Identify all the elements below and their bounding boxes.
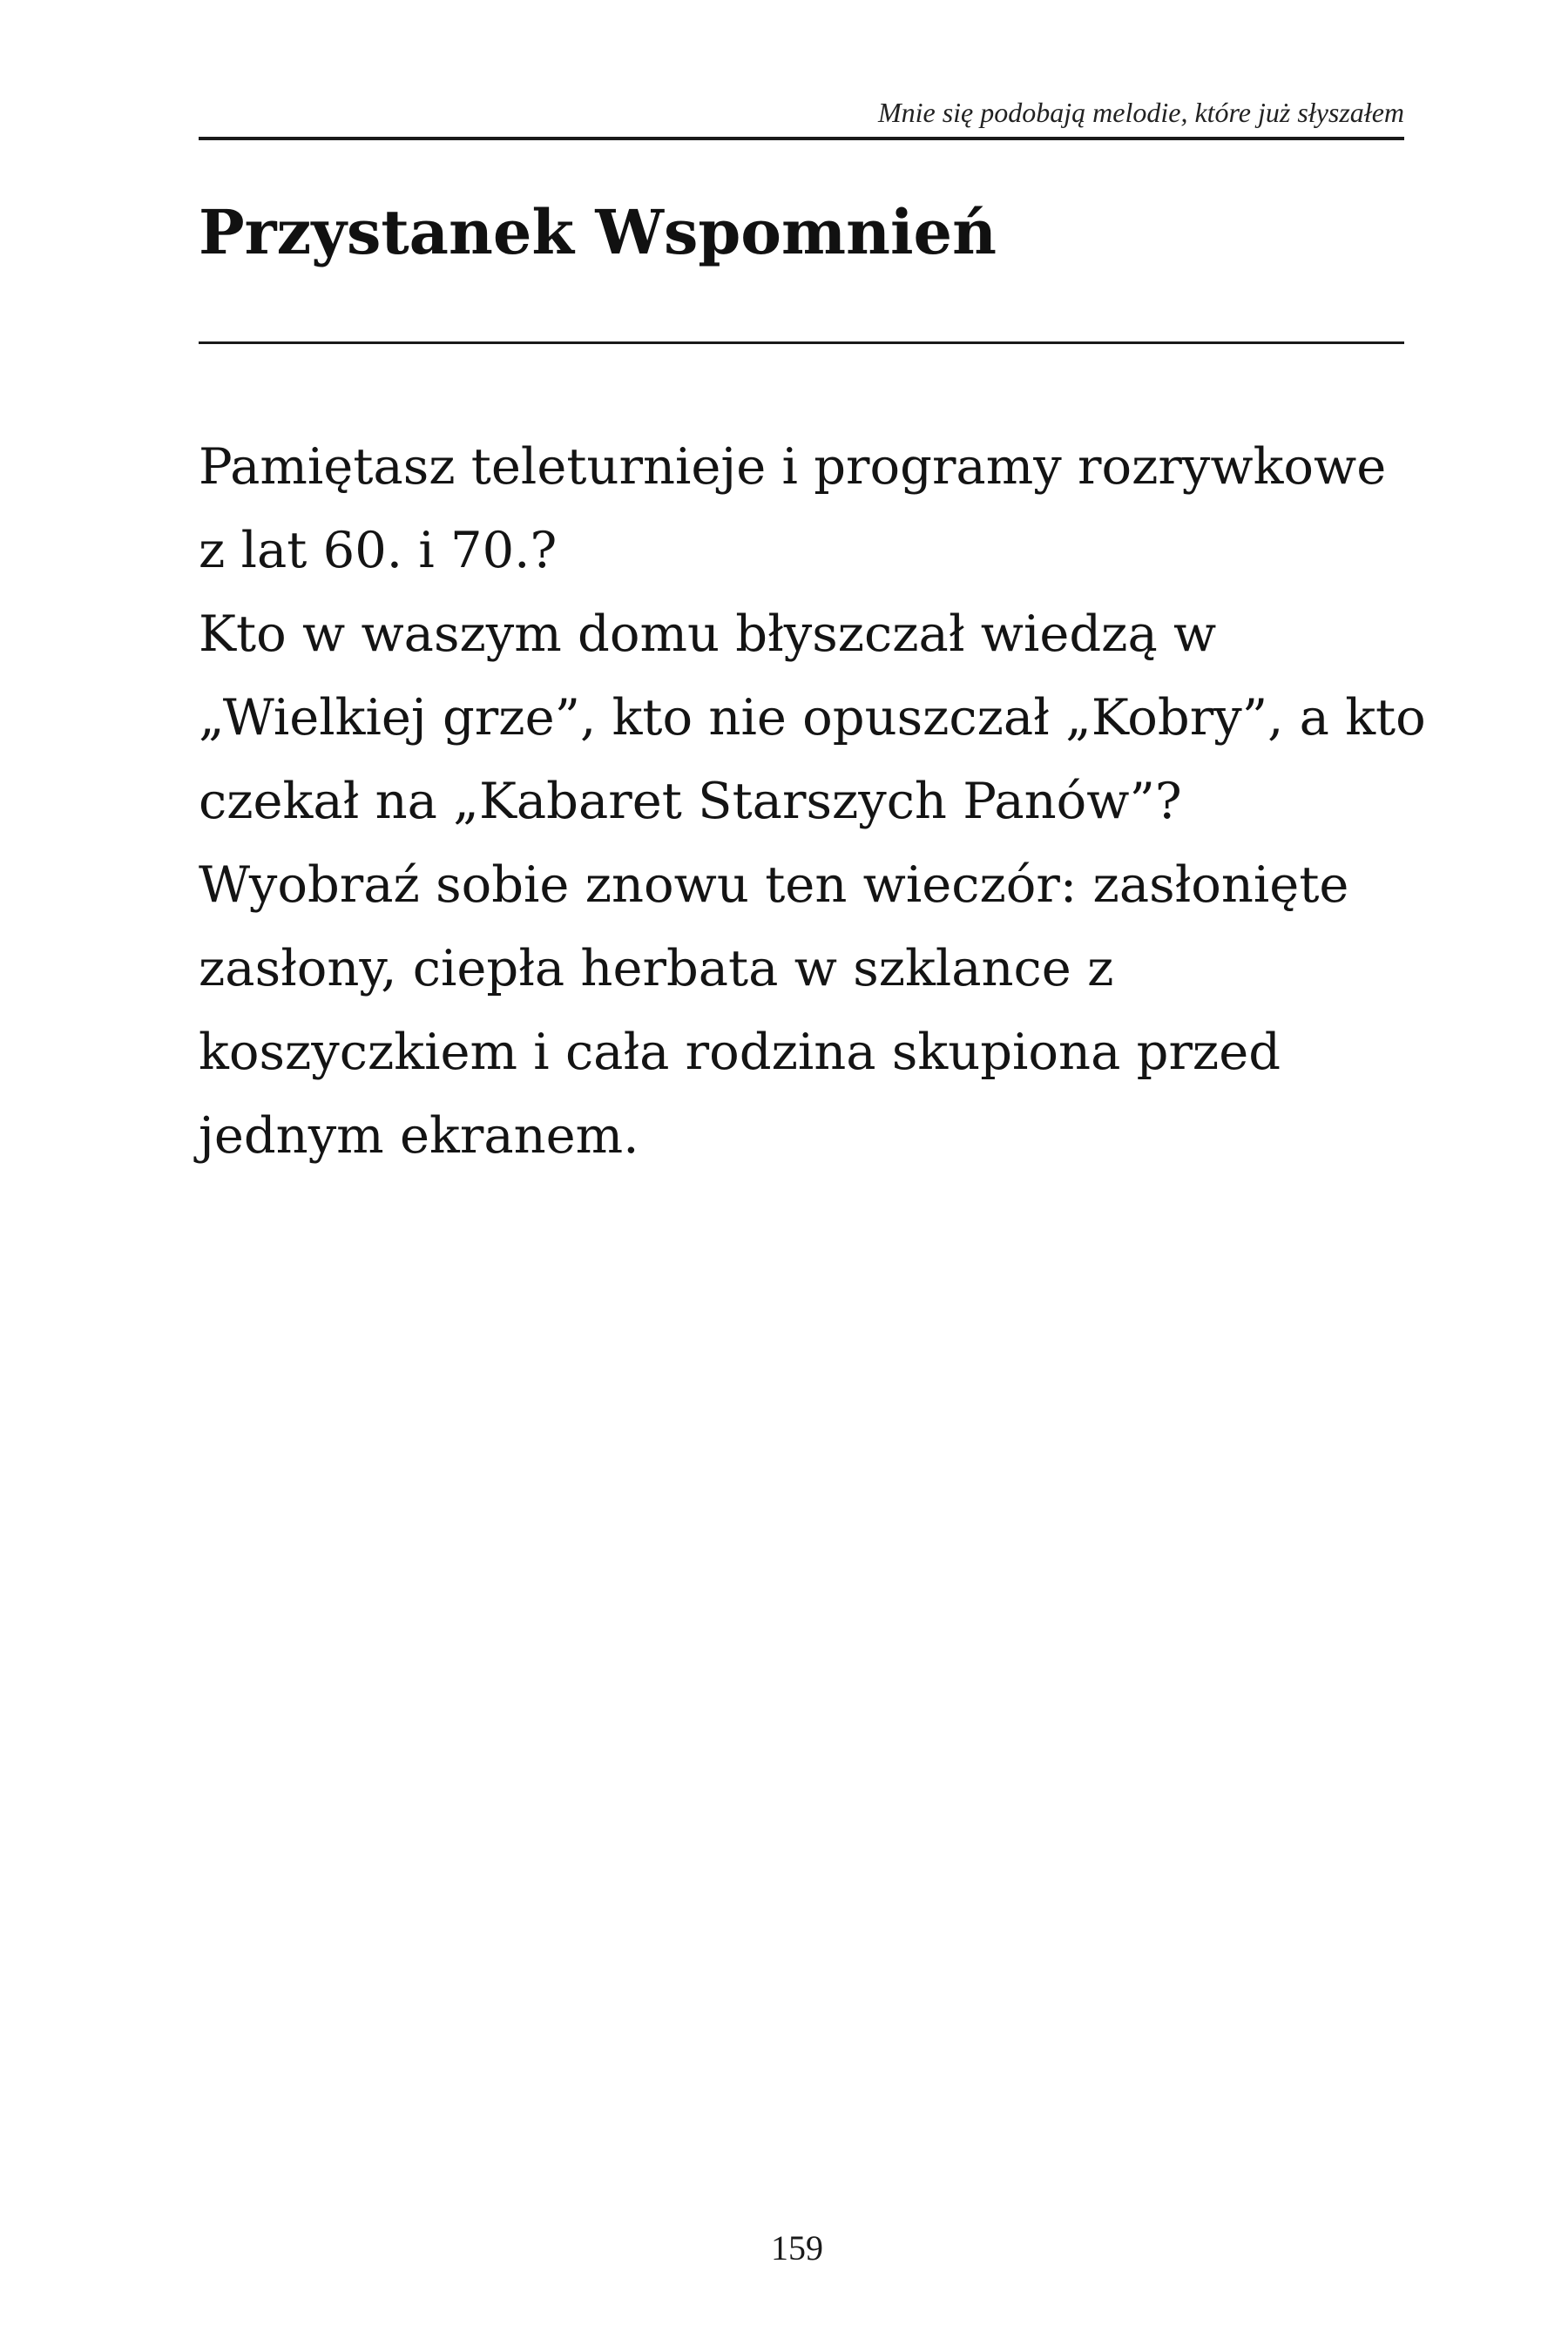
header-rule bbox=[199, 137, 1404, 140]
body-line: Wyobraź sobie znowu ten wieczór: zasłonięte bbox=[199, 855, 1349, 914]
running-header: Mnie się podobają melodie, które już słyszałem bbox=[877, 97, 1404, 128]
body-line: czekał na „Kabaret Starszych Panów”? bbox=[199, 772, 1182, 830]
page-title: Przystanek Wspomnień bbox=[199, 196, 997, 268]
body-line: Kto w waszym domu błyszczał wiedzą w bbox=[199, 605, 1217, 663]
body-paragraph bbox=[199, 425, 1426, 1178]
body-line: zasłony, ciepła herbata w szklance z bbox=[199, 939, 1114, 997]
body-line: koszyczkiem i cała rodzina skupiona przed bbox=[199, 1023, 1281, 1081]
body-line: Pamiętasz teleturnieje i programy rozrywkowe bbox=[199, 437, 1387, 496]
title-rule bbox=[199, 341, 1404, 344]
body-line: „Wielkiej grze”, kto nie opuszczał „Kobry”, a kto bbox=[199, 688, 1426, 747]
body-line: z lat 60. i 70.? bbox=[199, 521, 558, 579]
page-number: 159 bbox=[771, 2228, 823, 2268]
body-line: jednym ekranem. bbox=[199, 1106, 639, 1165]
